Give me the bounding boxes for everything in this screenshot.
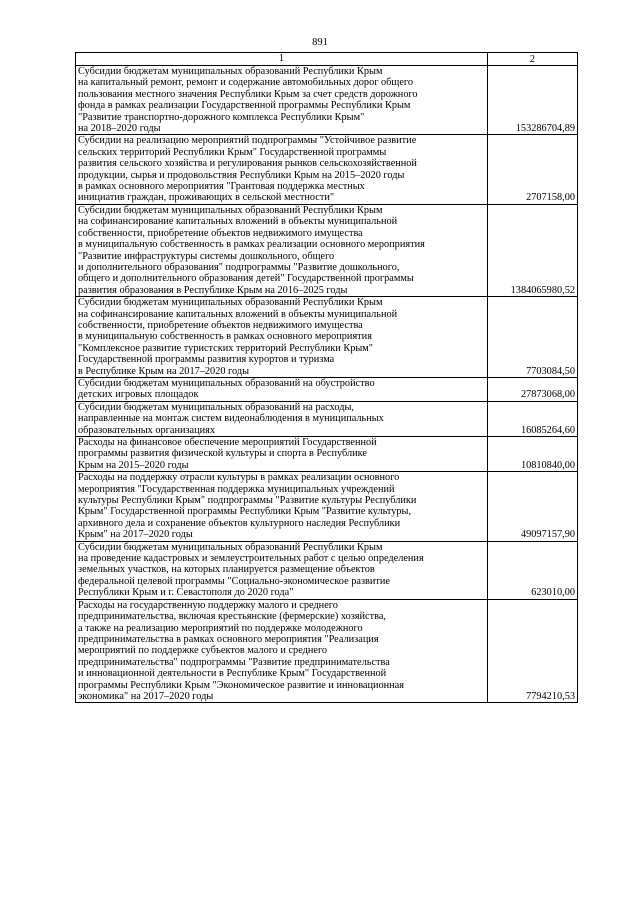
description-line: направленные на монтаж систем видеонаблюдения в муниципальных bbox=[78, 413, 384, 425]
description-line: Субсидии бюджетам муниципальных образований на расходы, bbox=[78, 401, 354, 413]
row-description bbox=[76, 401, 488, 436]
description-line: экономика" на 2017–2020 годы bbox=[78, 690, 214, 702]
description-line: программы Республики Крым "Экономическое развитие и инновационная bbox=[78, 679, 404, 691]
description-line: предпринимательства" подпрограммы "Развитие предпринимательства bbox=[78, 656, 390, 668]
description-line: мероприятия "Государственная поддержка муниципальных учреждений bbox=[78, 483, 395, 495]
row-description bbox=[76, 66, 488, 135]
description-line: на софинансирование капитальных вложений в объекты муниципальной bbox=[78, 216, 398, 228]
description-line: общего и дополнительного образования детей" Государственной программы bbox=[78, 273, 414, 285]
row-description bbox=[76, 437, 488, 472]
description-line: Крым на 2015–2020 годы bbox=[78, 459, 189, 471]
description-line: а также на реализацию мероприятий по поддержке молодежного bbox=[78, 622, 363, 634]
row-amount: 7794210,53 bbox=[488, 599, 578, 703]
description-line: мероприятий по поддержке субъектов малого и среднего bbox=[78, 645, 328, 657]
table-row bbox=[76, 541, 578, 599]
description-line: Субсидии бюджетам муниципальных образований Республики Крым bbox=[78, 66, 383, 77]
description-line: предпринимательства, включая крестьянские (фермерские) хозяйства, bbox=[78, 611, 386, 623]
description-line: Расходы на финансовое обеспечение мероприятий Государственной bbox=[78, 437, 377, 448]
description-line: на 2018–2020 годы bbox=[78, 123, 161, 135]
row-description bbox=[76, 377, 488, 401]
budget-table bbox=[75, 52, 578, 703]
table-header-row bbox=[76, 53, 578, 66]
description-line: Республики Крым и г. Севастополя до 2020 года" bbox=[78, 587, 294, 599]
table-row bbox=[76, 377, 578, 401]
row-amount: 153286704,89 bbox=[488, 66, 578, 135]
table-row bbox=[76, 599, 578, 703]
description-line: на капитальный ремонт, ремонт и содержание автомобильных дорог общего bbox=[78, 77, 414, 89]
row-amount: 49097157,90 bbox=[488, 472, 578, 541]
table-row bbox=[76, 204, 578, 296]
row-amount: 16085264,60 bbox=[488, 401, 578, 436]
row-description bbox=[76, 135, 488, 204]
description-line: Субсидии бюджетам муниципальных образований Республики Крым bbox=[78, 541, 383, 553]
description-line: и дополнительного образования" подпрограммы "Развитие дошкольного, bbox=[78, 261, 400, 273]
description-line: на софинансирование капитальных вложений в объекты муниципальной bbox=[78, 308, 398, 320]
page-number: 891 bbox=[312, 37, 328, 48]
table-row bbox=[76, 472, 578, 541]
description-line: "Развитие инфраструктуры системы дошкольного, общего bbox=[78, 250, 335, 262]
description-line: развития образования в Республике Крым на 2016–2025 годы bbox=[78, 284, 348, 296]
description-line: собственности, приобретение объектов недвижимого имущества bbox=[78, 319, 363, 331]
description-line: Субсидии бюджетам муниципальных образований на обустройство bbox=[78, 377, 375, 389]
row-amount: 623010,00 bbox=[488, 541, 578, 599]
table-row bbox=[76, 66, 578, 135]
description-line: Государственной программы развития курортов и туризма bbox=[78, 354, 335, 366]
row-amount: 7703084,50 bbox=[488, 297, 578, 378]
description-line: продукции, сырья и продовольствия Республики Крым на 2015–2020 годы bbox=[78, 169, 405, 181]
description-line: развития сельского хозяйства и регулирования рынков сельскохозяйственной bbox=[78, 158, 417, 170]
description-line: собственности, приобретение объектов недвижимого имущества bbox=[78, 227, 363, 239]
description-line: предпринимательства в рамках основного мероприятия "Реализация bbox=[78, 633, 379, 645]
description-line: архивного дела и сохранение объектов культурного наследия Республики bbox=[78, 517, 401, 529]
description-line: в муниципальную собственность в рамках реализации основного мероприятия bbox=[78, 239, 425, 251]
column-header-2: 2 bbox=[488, 53, 578, 66]
description-line: сельских территорий Республики Крым" Государственной программы bbox=[78, 146, 387, 158]
description-line: земельных участков, на которых планируется размещение объектов bbox=[78, 564, 375, 576]
description-line: детских игровых площадок bbox=[78, 389, 199, 401]
description-line: фонда в рамках реализации Государственной программы Республики Крым bbox=[78, 100, 411, 112]
row-description bbox=[76, 472, 488, 541]
description-line: Субсидии на реализацию мероприятий подпрограммы "Устойчивое развитие bbox=[78, 135, 417, 147]
row-amount: 10810840,00 bbox=[488, 437, 578, 472]
description-line: в Республике Крым на 2017–2020 годы bbox=[78, 365, 250, 377]
table-row bbox=[76, 401, 578, 436]
description-line: в муниципальную собственность в рамках основного мероприятия bbox=[78, 331, 372, 343]
description-line: Субсидии бюджетам муниципальных образований Республики Крым bbox=[78, 204, 383, 216]
row-amount: 2707158,00 bbox=[488, 135, 578, 204]
description-line: Расходы на государственную поддержку малого и среднего bbox=[78, 599, 338, 611]
description-line: Крым" на 2017–2020 годы bbox=[78, 529, 193, 541]
row-description bbox=[76, 599, 488, 703]
row-amount: 27873068,00 bbox=[488, 377, 578, 401]
description-line: и инновационной деятельности в Республике Крым" Государственной bbox=[78, 668, 387, 680]
description-line: "Комплексное развитие туристских территорий Республики Крым" bbox=[78, 342, 373, 354]
row-description bbox=[76, 541, 488, 599]
row-amount: 1384065980,52 bbox=[488, 204, 578, 296]
description-line: образовательных организациях bbox=[78, 424, 216, 436]
description-line: в рамках основного мероприятия "Грантовая поддержка местных bbox=[78, 181, 365, 193]
description-line: на проведение кадастровых и землеустроительных работ с целью определения bbox=[78, 553, 424, 565]
row-description bbox=[76, 297, 488, 378]
table-row bbox=[76, 437, 578, 472]
description-line: Расходы на поддержку отрасли культуры в рамках реализации основного bbox=[78, 472, 400, 484]
description-line: "Развитие транспортно-дорожного комплекса Республики Крым" bbox=[78, 111, 365, 123]
description-line: программы развития физической культуры и спорта в Республике bbox=[78, 448, 367, 460]
table-row bbox=[76, 135, 578, 204]
row-description bbox=[76, 204, 488, 296]
description-line: Крым" Государственной программы Республики Крым "Развитие культуры, bbox=[78, 506, 412, 518]
description-line: федеральной целевой программы "Социально-экономическое развитие bbox=[78, 575, 390, 587]
description-line: культуры Республики Крым" подпрограммы "Развитие культуры Республики bbox=[78, 495, 417, 507]
description-line: Субсидии бюджетам муниципальных образований Республики Крым bbox=[78, 297, 383, 309]
description-line: инициатив граждан, проживающих в сельской местности" bbox=[78, 192, 335, 204]
table-row bbox=[76, 297, 578, 378]
description-line: пользования местного значения Республики Крым за счет средств дорожного bbox=[78, 88, 418, 100]
column-header-1: 1 bbox=[76, 53, 488, 66]
